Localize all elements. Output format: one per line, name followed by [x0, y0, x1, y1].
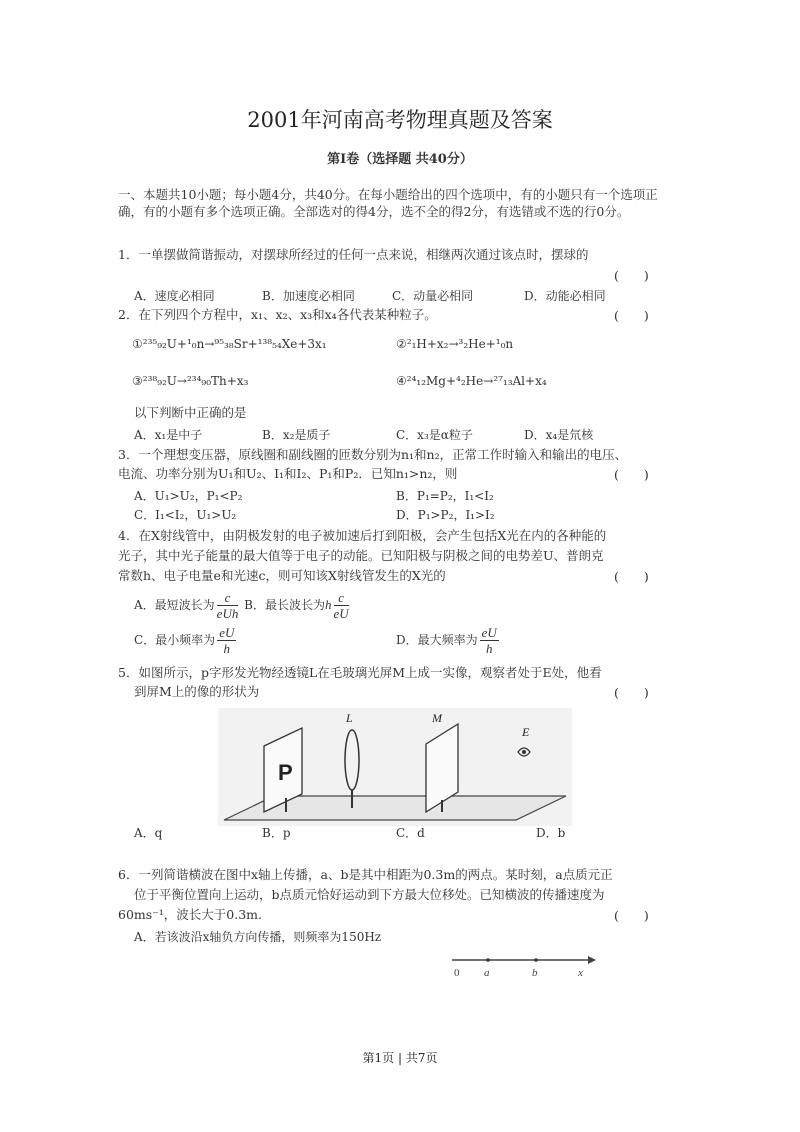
q1-option-c: C．动量必相同	[392, 289, 474, 303]
q2-option-c: C．x₃是α粒子	[396, 428, 473, 442]
q1-stem: 1．一单摆做简谐振动，对摆球所经过的任何一点来说，相继两次通过该点时，摆球的	[118, 247, 589, 262]
q4-fraction-a-numerator: c	[217, 590, 239, 606]
eye-pupil	[522, 750, 526, 754]
q4-line-3: 常数h、电子电量e和光速c，则可知该X射线管发生的X光的	[118, 568, 446, 583]
q3-option-c: C．I₁<I₂，U₁>U₂	[134, 508, 237, 522]
q2-option-a: A．x₁是中子	[134, 428, 203, 442]
q4-fraction-d-numerator: eU	[481, 625, 497, 640]
q4-fraction-b-numerator: c	[334, 590, 349, 606]
q1-answer-paren: ( )	[614, 268, 649, 283]
q5-optics-figure	[218, 708, 572, 826]
q2-option-b: B．x₂是质子	[262, 428, 331, 442]
q4-fraction-b-denominator: eU	[333, 606, 349, 621]
q5-option-b: B．p	[262, 826, 291, 840]
q6-line-2: 位于平衡位置向上运动，b点质元恰好运动到下方最大位移处。已知横波的传播速度为	[134, 887, 605, 902]
page-title: 2001年河南高考物理真题及答案	[247, 108, 553, 132]
q2-equation-2: ②²₁H+x₂→³₂He+¹₀n	[396, 337, 514, 351]
point-a	[486, 958, 490, 962]
q4-option-a-fraction	[217, 590, 239, 621]
q5-line-1: 5．如图所示，p字形发光物经透镜L在毛玻璃光屏M上成一实像，观察者处于E处，他看	[118, 665, 602, 680]
q4-option-b-fraction	[334, 590, 349, 621]
q1-option-d: D．动能必相同	[524, 289, 606, 303]
q2-judge: 以下判断中正确的是	[134, 405, 247, 420]
q4-option-d-fraction	[480, 625, 499, 656]
q4-fraction-d-denominator: h	[485, 641, 493, 656]
q6-line-1: 6．一列简谐横波在图中x轴上传播，a、b是其中相距为0.3m的两点。某时刻，a点质元正	[118, 867, 613, 882]
lens-label: L	[346, 711, 353, 725]
object-letter-p: P	[278, 760, 293, 785]
q5-option-d: D．b	[536, 826, 566, 840]
q4-option-d	[396, 625, 501, 656]
section-subtitle: 第Ⅰ卷（选择题 共40分）	[327, 152, 473, 167]
q3-line-1: 3．一个理想变压器，原线圈和副线圈的匝数分别为n₁和n₂，正常工作时输入和输出的电压、	[118, 447, 628, 462]
x-axis-arrow	[588, 956, 596, 964]
q3-option-b: B．P₁=P₂，I₁<I₂	[396, 489, 494, 503]
q6-line-3: 60ms⁻¹，波长大于0.3m.	[118, 907, 262, 922]
q4-option-b-label: B．最长波长为	[244, 598, 325, 612]
section-intro: 一、本题共10小题；每小题4分，共40分。在每小题给出的四个选项中，有的小题只有一个选项正确，有的小题有多个选项正确。全部选对的得4分，选不全的得2分，有选错或不选的行0分。	[118, 187, 658, 219]
q3-line-2: 电流、功率分别为U₁和U₂、I₁和I₂、P₁和P₂．已知n₁>n₂，则	[118, 466, 458, 481]
q6-option-a: A．若该波沿x轴负方向传播，则频率为150Hz	[134, 930, 382, 944]
q5-answer-paren: ( )	[614, 685, 649, 700]
q6-x-axis-figure	[448, 950, 596, 980]
q2-option-d: D．x₄是氘核	[524, 428, 594, 442]
q6-answer-paren: ( )	[614, 908, 649, 923]
q4-answer-paren: ( )	[614, 569, 649, 584]
q2-answer-paren: ( )	[614, 308, 649, 323]
q2-stem: 2．在下列四个方程中，x₁、x₂、x₃和x₄各代表某种粒子。	[118, 307, 437, 322]
q5-option-c: C．d	[396, 826, 425, 840]
q3-option-d: D．P₁>P₂，I₁>I₂	[396, 508, 495, 522]
q4-option-b-prefactor: h	[325, 597, 332, 612]
axis-origin-label: 0	[454, 967, 460, 979]
q2-equation-1: ①²³⁵₉₂U+¹₀n→⁹⁵₃₈Sr+¹³⁸₅₄Xe+3x₁	[132, 337, 327, 351]
point-b	[534, 958, 538, 962]
q5-line-2: 到屏M上的像的形状为	[134, 684, 260, 699]
q5-option-a: A．q	[134, 826, 163, 840]
q4-line-2: 光子，其中光子能量的最大值等于电子的动能。已知阳极与阴极之间的电势差U、普朗克	[118, 548, 604, 563]
q4-option-a	[134, 590, 351, 621]
q2-equation-4: ④²⁴₁₂Mg+⁴₂He→²⁷₁₃Al+x₄	[396, 374, 547, 388]
q4-option-a-label: A．最短波长为	[134, 598, 215, 612]
q4-fraction-a-denominator: eUh	[216, 606, 239, 621]
q4-line-1: 4．在X射线管中，由阴极发射的电子被加速后打到阳极，会产生包括X光在内的各种能的	[118, 528, 607, 543]
axis-point-b-label: b	[532, 967, 538, 979]
axis-x-label: x	[578, 967, 583, 979]
q1-option-b: B．加速度必相同	[262, 289, 355, 303]
eye-label: E	[522, 725, 530, 739]
q4-fraction-c-denominator: h	[223, 641, 231, 656]
q3-answer-paren: ( )	[614, 467, 649, 482]
q4-fraction-c-numerator: eU	[219, 625, 235, 640]
q4-option-c	[134, 625, 238, 656]
q1-option-a: A．速度必相同	[134, 289, 215, 303]
axis-point-a-label: a	[484, 967, 490, 979]
q4-option-c-label: C．最小频率为	[134, 633, 216, 647]
q3-option-a: A．U₁>U₂，P₁<P₂	[134, 489, 243, 503]
screen-label: M	[432, 711, 442, 725]
q4-option-d-label: D．最大频率为	[396, 633, 478, 647]
q4-option-c-fraction	[217, 625, 236, 656]
q2-equation-3: ③²³⁸₉₂U→²³⁴₉₀Th+x₃	[132, 374, 249, 388]
page-footer: 第1页 | 共7页	[362, 1051, 438, 1065]
